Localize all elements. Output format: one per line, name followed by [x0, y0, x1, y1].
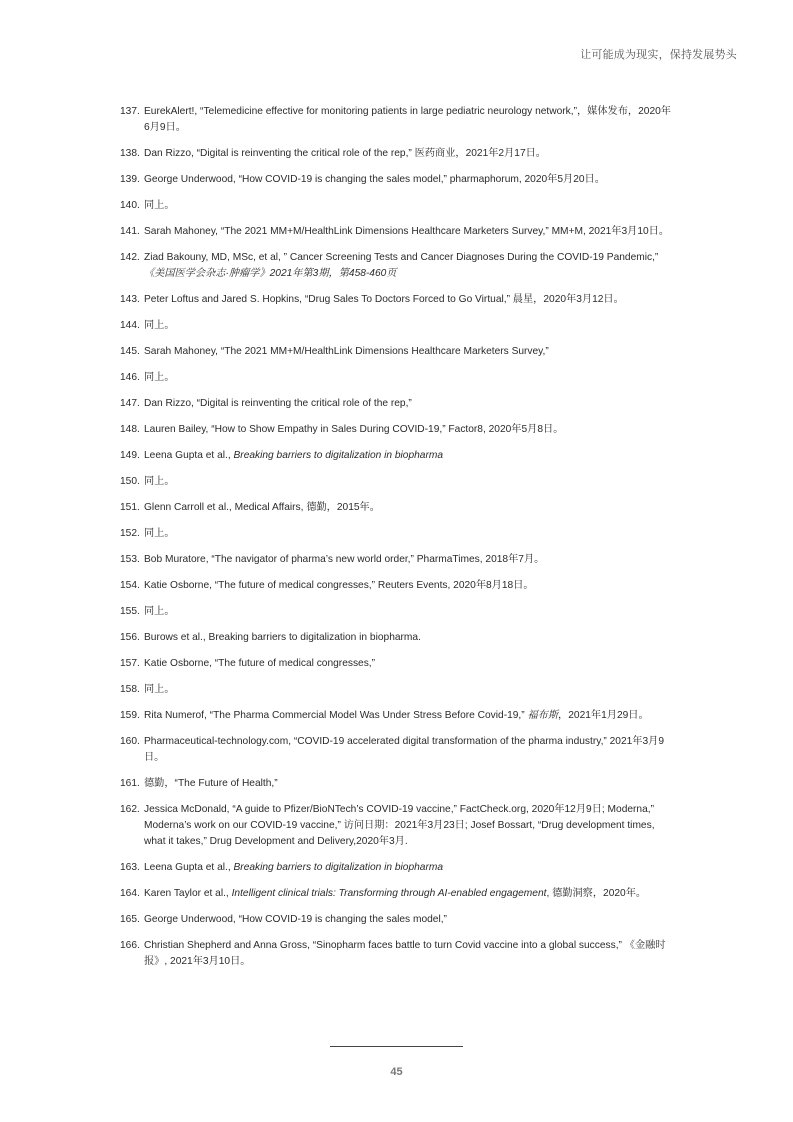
reference-item: [120, 682, 676, 698]
reference-number: 161.: [120, 778, 140, 789]
reference-item: [120, 578, 676, 594]
reference-text: [144, 294, 624, 305]
reference-text: [144, 372, 175, 383]
reference-italic-title: Breaking barriers to digitalization in biopharma: [233, 450, 444, 461]
reference-text: [144, 502, 380, 513]
reference-number: 138.: [120, 148, 140, 159]
reference-italic-title: Intelligent clinical trials: Transforming through AI-enabled engagement: [231, 888, 547, 899]
reference-item: [120, 776, 676, 792]
reference-item: [120, 396, 676, 412]
reference-text: [144, 914, 447, 925]
reference-item: [120, 708, 676, 724]
reference-item: [120, 802, 676, 850]
reference-text: [144, 148, 546, 159]
reference-italic-title: 福布斯: [527, 710, 559, 721]
reference-number: 149.: [120, 450, 140, 461]
reference-number: 137.: [120, 106, 140, 117]
reference-segment: , 德勤洞察，2020年。: [546, 888, 647, 899]
reference-number: 140.: [120, 200, 140, 211]
reference-item: [120, 526, 676, 542]
reference-text: [144, 710, 649, 721]
reference-segment: Pharmaceutical-technology.com, “COVID-19 accelerated digital transformation of the pharma industry,” 2021年3月9日。: [144, 736, 664, 763]
reference-segment: Karen Taylor et al.,: [144, 888, 232, 899]
page-number: 45: [390, 1066, 403, 1078]
reference-segment: Glenn Carroll et al., Medical Affairs, 德勤，2015年。: [144, 502, 380, 513]
reference-segment: 同上。: [144, 476, 175, 487]
reference-number: 146.: [120, 372, 140, 383]
reference-number: 152.: [120, 528, 140, 539]
reference-segment: George Underwood, “How COVID-19 is changing the sales model,” pharmaphorum, 2020年5月20日。: [144, 174, 605, 185]
reference-segment: 同上。: [144, 320, 175, 331]
reference-number: 166.: [120, 940, 140, 951]
reference-number: 155.: [120, 606, 140, 617]
reference-number: 164.: [120, 888, 140, 899]
reference-item: [120, 172, 676, 188]
reference-text: [144, 106, 671, 133]
reference-text: [144, 424, 563, 435]
reference-text: [144, 940, 666, 967]
reference-text: [144, 398, 412, 409]
reference-segment: Leena Gupta et al.,: [144, 862, 234, 873]
reference-number: 143.: [120, 294, 140, 305]
reference-item: [120, 552, 676, 568]
reference-segment: George Underwood, “How COVID-19 is changing the sales model,”: [144, 914, 447, 925]
reference-text: [144, 174, 605, 185]
reference-segment: Sarah Mahoney, “The 2021 MM+M/HealthLink Dimensions Healthcare Marketers Survey,” MM+M, 2021年3月10日。: [144, 226, 670, 237]
reference-segment: Dan Rizzo, “Digital is reinventing the critical role of the rep,”: [144, 398, 412, 409]
reference-item: [120, 250, 676, 282]
reference-item: [120, 604, 676, 620]
reference-number: 151.: [120, 502, 140, 513]
reference-text: [144, 252, 658, 279]
reference-text: [144, 606, 175, 617]
reference-item: [120, 938, 676, 970]
reference-item: [120, 912, 676, 928]
reference-number: 154.: [120, 580, 140, 591]
reference-number: 142.: [120, 252, 140, 263]
reference-item: [120, 422, 676, 438]
reference-number: 159.: [120, 710, 140, 721]
reference-text: [144, 888, 646, 899]
reference-text: [144, 476, 175, 487]
reference-text: [144, 528, 175, 539]
reference-text: [144, 862, 443, 873]
reference-number: 139.: [120, 174, 140, 185]
reference-italic-title: 《美国医学会杂志·肿瘤学》2021年第3期，第458-460页: [144, 268, 397, 279]
reference-text: [144, 320, 175, 331]
reference-item: [120, 198, 676, 214]
reference-segment: EurekAlert!, “Telemedicine effective for monitoring patients in large pediatric neurology network,”，媒体发布，2020年6月9日。: [144, 106, 671, 133]
reference-item: [120, 104, 676, 136]
reference-item: [120, 146, 676, 162]
reference-item: [120, 656, 676, 672]
reference-number: 147.: [120, 398, 140, 409]
reference-segment: 同上。: [144, 372, 175, 383]
reference-item: [120, 448, 676, 464]
reference-segment: 德勤，“The Future of Health,”: [144, 778, 278, 789]
reference-number: 163.: [120, 862, 140, 873]
reference-number: 162.: [120, 804, 140, 815]
reference-number: 144.: [120, 320, 140, 331]
reference-segment: Ziad Bakouny, MD, MSc, et al, ” Cancer Screening Tests and Cancer Diagnoses During the COVID-19 Pandemic,”: [144, 252, 659, 263]
footer-divider: [330, 1046, 463, 1047]
reference-text: [144, 632, 421, 643]
reference-text: [144, 804, 655, 847]
reference-italic-title: Breaking barriers to digitalization in biopharma: [233, 862, 444, 873]
reference-item: [120, 630, 676, 646]
reference-text: [144, 554, 544, 565]
reference-segment: 同上。: [144, 684, 175, 695]
reference-segment: Christian Shepherd and Anna Gross, “Sinopharm faces battle to turn Covid vaccine into a global success,” 《金融时报》, 2021年3月10日。: [144, 940, 666, 967]
reference-segment: Burows et al., Breaking barriers to digitalization in biopharma.: [144, 632, 421, 643]
reference-number: 157.: [120, 658, 140, 669]
reference-list: [120, 104, 676, 980]
reference-segment: Katie Osborne, “The future of medical congresses,” Reuters Events, 2020年8月18日。: [144, 580, 534, 591]
reference-item: [120, 734, 676, 766]
reference-segment: Sarah Mahoney, “The 2021 MM+M/HealthLink Dimensions Healthcare Marketers Survey,”: [144, 346, 549, 357]
reference-text: [144, 658, 375, 669]
reference-item: [120, 370, 676, 386]
reference-text: [144, 450, 443, 461]
reference-item: [120, 318, 676, 334]
running-header: 让可能成为现实，保持发展势头: [580, 49, 737, 61]
reference-number: 150.: [120, 476, 140, 487]
reference-number: 148.: [120, 424, 140, 435]
reference-segment: ，2021年1月29日。: [558, 710, 649, 721]
reference-text: [144, 200, 175, 211]
reference-number: 160.: [120, 736, 140, 747]
reference-item: [120, 886, 676, 902]
reference-number: 141.: [120, 226, 140, 237]
reference-segment: Leena Gupta et al.,: [144, 450, 234, 461]
reference-item: [120, 292, 676, 308]
reference-number: 158.: [120, 684, 140, 695]
reference-text: [144, 736, 664, 763]
reference-item: [120, 344, 676, 360]
reference-text: [144, 346, 549, 357]
reference-number: 145.: [120, 346, 140, 357]
reference-text: [144, 684, 175, 695]
reference-text: [144, 580, 534, 591]
reference-text: [144, 778, 278, 789]
reference-item: [120, 860, 676, 876]
reference-segment: 同上。: [144, 200, 175, 211]
reference-item: [120, 500, 676, 516]
reference-number: 153.: [120, 554, 140, 565]
reference-number: 156.: [120, 632, 140, 643]
reference-segment: Lauren Bailey, “How to Show Empathy in Sales During COVID-19,” Factor8, 2020年5月8日。: [144, 424, 564, 435]
reference-segment: 同上。: [144, 606, 175, 617]
reference-segment: Jessica McDonald, “A guide to Pfizer/BioNTech’s COVID-19 vaccine,” FactCheck.org, 2020年12月9日; Moderna,” Moderna’s work on our COVID-19 vaccine,” 访问日期：2021年3月23日; Josef Bossart, “Drug development times, what it takes,” Drug Development and Delivery,2020年3月.: [144, 804, 655, 847]
reference-number: 165.: [120, 914, 140, 925]
reference-segment: Dan Rizzo, “Digital is reinventing the critical role of the rep,” 医药商业，2021年2月17日。: [144, 148, 546, 159]
reference-segment: 同上。: [144, 528, 175, 539]
reference-segment: Katie Osborne, “The future of medical congresses,”: [144, 658, 376, 669]
reference-item: [120, 224, 676, 240]
reference-segment: Peter Loftus and Jared S. Hopkins, “Drug Sales To Doctors Forced to Go Virtual,” 晨星，2020年3月12日。: [144, 294, 624, 305]
reference-segment: Rita Numerof, “The Pharma Commercial Model Was Under Stress Before Covid-19,”: [144, 710, 528, 721]
reference-segment: Bob Muratore, “The navigator of pharma’s new world order,” PharmaTimes, 2018年7月。: [144, 554, 545, 565]
reference-text: [144, 226, 669, 237]
reference-item: [120, 474, 676, 490]
